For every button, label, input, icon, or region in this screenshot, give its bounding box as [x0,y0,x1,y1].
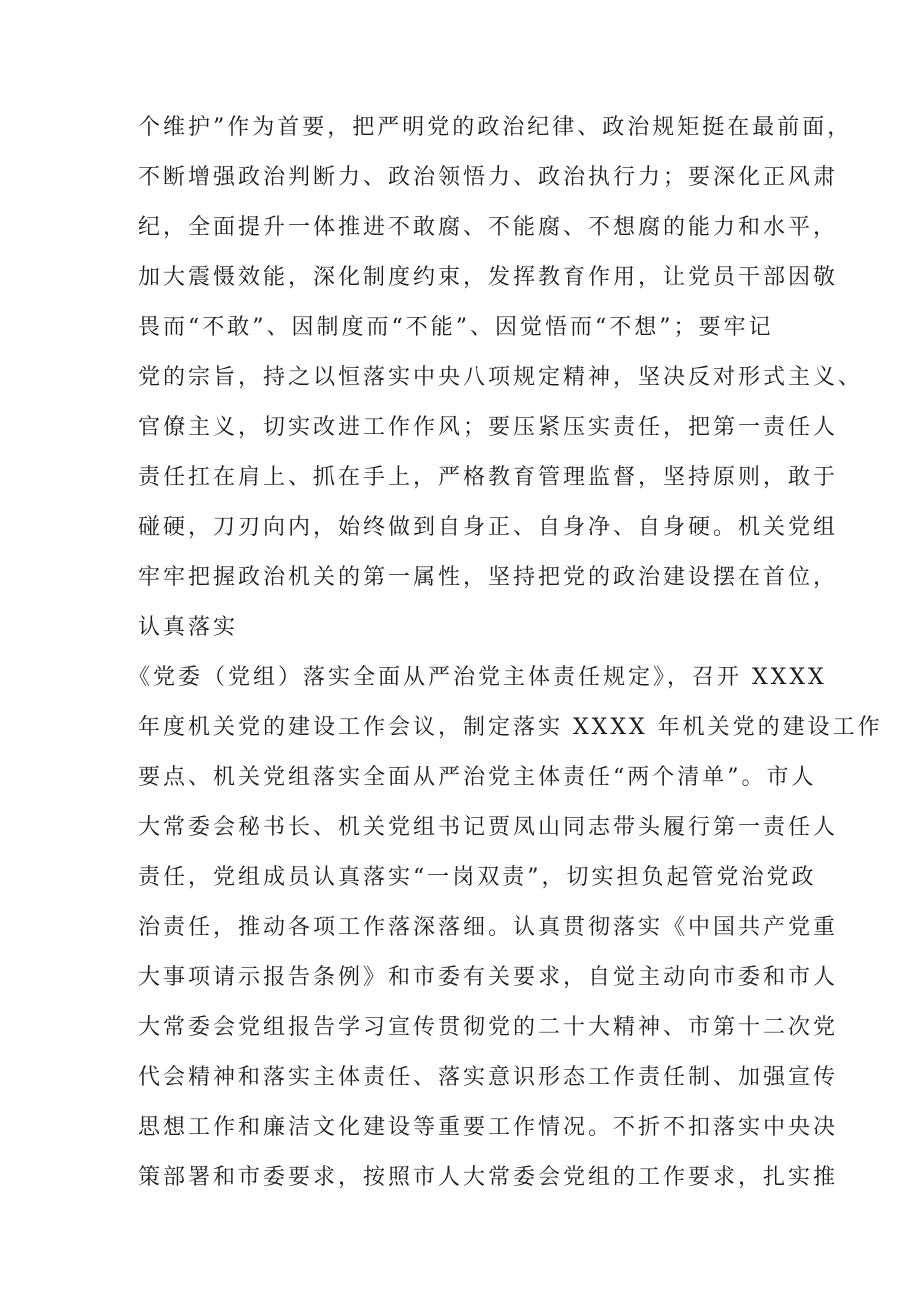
text-line: 个维护”作为首要，把严明党的政治纪律、政治规矩挺在最前面， [138,115,853,140]
text-line: 不断增强政治判断力、政治领悟力、政治执行力；要深化正风肃 [138,165,839,190]
text-line: 加大震慑效能，深化制度约束，发挥教育作用，让党员干部因敬 [138,265,839,290]
text-line: 官僚主义，切实改进工作作风；要压紧压实责任，把第一责任人 [138,415,839,440]
text-line: 纪，全面提升一体推进不敢腐、不能腐、不想腐的能力和水平， [138,215,839,240]
text-line: 党的宗旨，持之以恒落实中央八项规定精神，坚决反对形式主义、 [138,365,864,390]
text-line: 要点、机关党组落实全面从严治党主体责任“两个清单”。市人 [138,765,817,790]
text-line: 《党委（党组）落实全面从严治党主体责任规定》，召开 XXXX [128,665,827,690]
text-line: 大常委会党组报告学习宣传贯彻党的二十大精神、市第十二次党 [138,1015,839,1040]
text-line: 策部署和市委要求，按照市人大常委会党组的工作要求，扎实推 [138,1165,839,1190]
text-line: 大事项请示报告条例》和市委有关要求，自觉主动向市委和市人 [138,965,839,990]
text-line: 认真落实 [138,615,239,640]
text-line: 责任，党组成员认真落实“一岗双责”，切实担负起管党治党政 [138,865,817,890]
text-line: 畏而“不敢”、因制度而“不能”、因觉悟而“不想”；要牢记 [138,315,774,340]
text-line: 大常委会秘书长、机关党组书记贾凤山同志带头履行第一责任人 [138,815,839,840]
text-line: 年度机关党的建设工作会议，制定落实 XXXX 年机关党的建设工作 [138,715,883,740]
text-line: 碰硬，刀刃向内，始终做到自身正、自身净、自身硬。机关党组 [138,515,839,540]
text-line: 治责任，推动各项工作落深落细。认真贯彻落实《中国共产党重 [138,915,839,940]
text-line: 思想工作和廉洁文化建设等重要工作情况。不折不扣落实中央决 [138,1115,839,1140]
text-line: 牢牢把握政治机关的第一属性，坚持把党的政治建设摆在首位， [138,565,839,590]
text-line: 代会精神和落实主体责任、落实意识形态工作责任制、加强宣传 [138,1065,839,1090]
text-line: 责任扛在肩上、抓在手上，严格教育管理监督，坚持原则，敢于 [138,465,839,490]
